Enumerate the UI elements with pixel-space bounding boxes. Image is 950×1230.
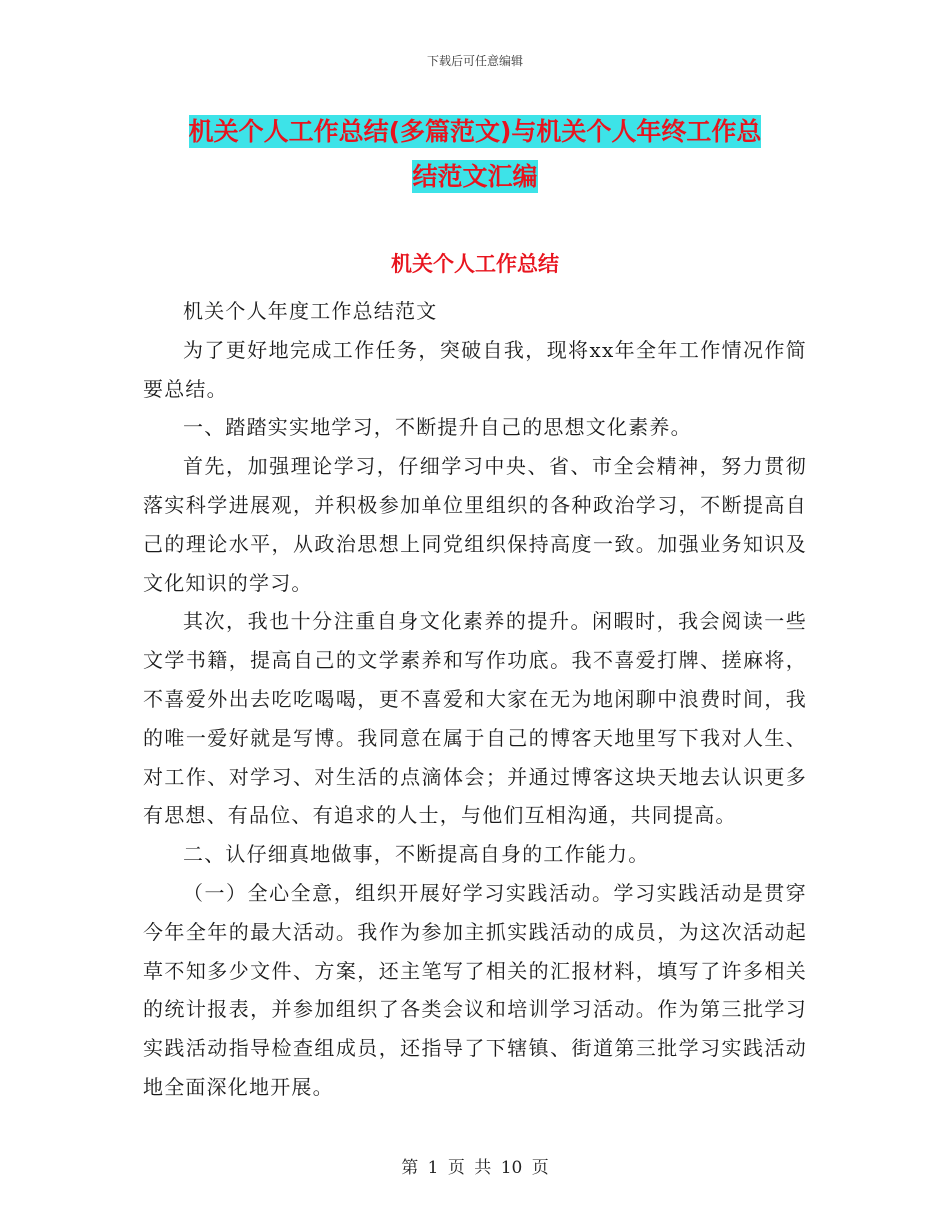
paragraph: 其次，我也十分注重自身文化素养的提升。闲暇时，我会阅读一些文学书籍，提高自己的文学素养和写作功底。我不喜爱打牌、搓麻将，不喜爱外出去吃吃喝喝，更不喜爱和大家在无为地闲聊中浪费时间，我的唯一爱好就是写博。我同意在属于自己的博客天地里写下我对人生、对工作、对学习、对生活的点滴体会；并通过博客这块天地去认识更多有思想、有品位、有追求的人士，与他们互相沟通，共同提高。 xyxy=(143,609,807,828)
document-title-line-1 xyxy=(0,112,950,148)
paragraph: 为了更好地完成工作任务，突破自我，现将xx年全年工作情况作简要总结。 xyxy=(143,337,807,401)
header-note: 下载后可任意编辑 xyxy=(426,54,523,68)
document-title-line-2 xyxy=(0,157,950,193)
paragraph-heading: 一、踏踏实实地学习，不断提升自己的思想文化素养。 xyxy=(183,415,692,440)
body-text xyxy=(143,292,807,1107)
paragraph-heading: 二、认仔细真地做事，不断提高自身的工作能力。 xyxy=(183,842,650,867)
paragraph: 首先，加强理论学习，仔细学习中央、省、市全会精神，努力贯彻落实科学进展观，并积极参加单位里组织的各种政治学习，不断提高自己的理论水平，从政治思想上同党组织保持高度一致。加强业务知识及文化知识的学习。 xyxy=(143,454,807,595)
title-highlight-1: 机关个人工作总结(多篇范文)与机关个人年终工作总 xyxy=(188,117,762,146)
page-footer: 第 1 页 共 10 页 xyxy=(401,1158,549,1178)
section-title: 机关个人工作总结 xyxy=(391,252,559,276)
paragraph-subtitle: 机关个人年度工作总结范文 xyxy=(183,299,438,323)
title-highlight-2: 结范文汇编 xyxy=(412,162,538,191)
paragraph: （一）全心全意，组织开展好学习实践活动。学习实践活动是贯穿今年全年的最大活动。我作为参加主抓实践活动的成员，为这次活动起草不知多少文件、方案，还主笔写了相关的汇报材料，填写了许多相关的统计报表，并参加组织了各类会议和培训学习活动。作为第三批学习实践活动指导检查组成员，还指导了下辖镇、街道第三批学习实践活动地全面深化地开展。 xyxy=(143,880,807,1099)
